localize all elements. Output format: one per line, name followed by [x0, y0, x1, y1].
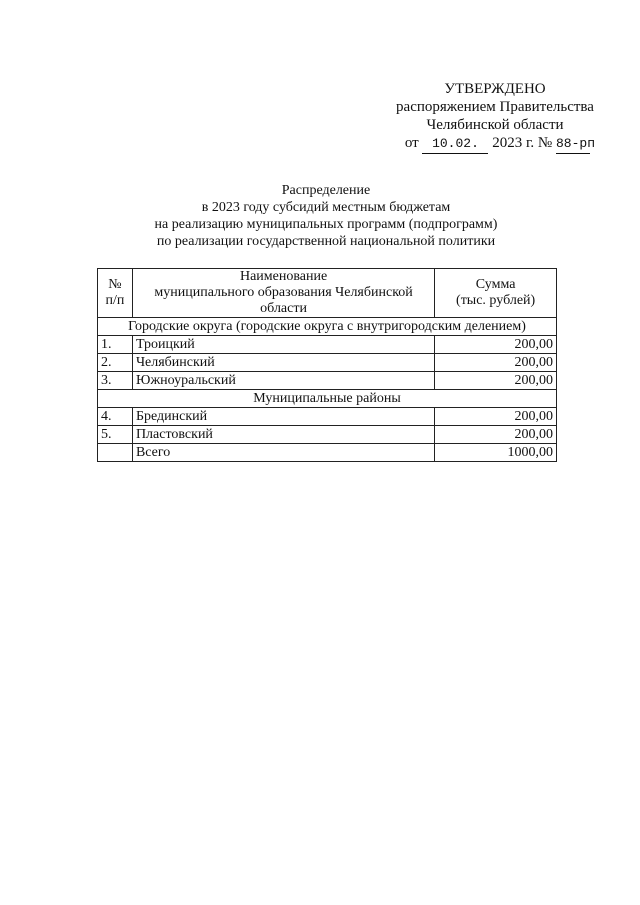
row-sum: 200,00 — [435, 408, 557, 426]
row-sum: 200,00 — [435, 372, 557, 390]
row-sum: 200,00 — [435, 426, 557, 444]
table-row — [98, 354, 557, 372]
header-name-line-3: области — [260, 301, 307, 316]
header-number — [98, 269, 133, 318]
header-sum-line-2: (тыс. рублей) — [456, 293, 536, 308]
approved-heading: УТВЕРЖДЕНО — [444, 81, 546, 97]
approval-region-line: Челябинской области — [426, 117, 564, 133]
row-municipality: Брединский — [132, 408, 434, 426]
group-title-districts: Муниципальные районы — [98, 390, 557, 408]
header-name — [132, 269, 434, 318]
row-municipality: Челябинский — [132, 354, 434, 372]
row-sum: 200,00 — [435, 354, 557, 372]
total-label: Всего — [132, 444, 434, 462]
table-row — [98, 408, 557, 426]
group-row — [98, 318, 557, 336]
row-number: 3. — [98, 372, 133, 390]
approval-date-line — [380, 134, 610, 154]
title-line-1: Распределение — [281, 183, 371, 198]
row-number: 2. — [98, 354, 133, 372]
approval-order-line: распоряжением Правительства — [396, 99, 594, 115]
total-number-empty — [98, 444, 133, 462]
approval-stamp — [380, 80, 610, 154]
row-municipality: Троицкий — [132, 336, 434, 354]
distribution-table — [97, 268, 557, 462]
approval-number-value: 88-рп — [556, 135, 590, 154]
table-header-row — [98, 269, 557, 318]
total-sum: 1000,00 — [435, 444, 557, 462]
group-row — [98, 390, 557, 408]
row-sum: 200,00 — [435, 336, 557, 354]
table-row — [98, 336, 557, 354]
row-number: 5. — [98, 426, 133, 444]
header-name-line-1: Наименование — [239, 269, 328, 284]
year-text: 2023 г. № — [492, 135, 553, 151]
header-sum-line-1: Сумма — [475, 277, 516, 292]
row-municipality: Пластовский — [132, 426, 434, 444]
date-prefix: от — [404, 135, 419, 151]
row-municipality: Южноуральский — [132, 372, 434, 390]
approval-date-value: 10.02. — [422, 135, 488, 154]
title-line-4: по реализации государственной национальной политики — [156, 234, 496, 249]
total-row — [98, 444, 557, 462]
header-name-line-2: муниципального образования Челябинской — [154, 285, 413, 300]
table-row — [98, 426, 557, 444]
header-number-sign: № — [108, 277, 122, 292]
header-number-pp: п/п — [105, 293, 125, 308]
header-sum — [435, 269, 557, 318]
group-title-urban: Городские округа (городские округа с внутригородским делением) — [98, 318, 557, 336]
row-number: 4. — [98, 408, 133, 426]
table-row — [98, 372, 557, 390]
title-line-3: на реализацию муниципальных программ (подпрограмм) — [154, 217, 498, 232]
document-title — [96, 182, 556, 250]
title-line-2: в 2023 году субсидий местным бюджетам — [201, 200, 451, 215]
row-number: 1. — [98, 336, 133, 354]
